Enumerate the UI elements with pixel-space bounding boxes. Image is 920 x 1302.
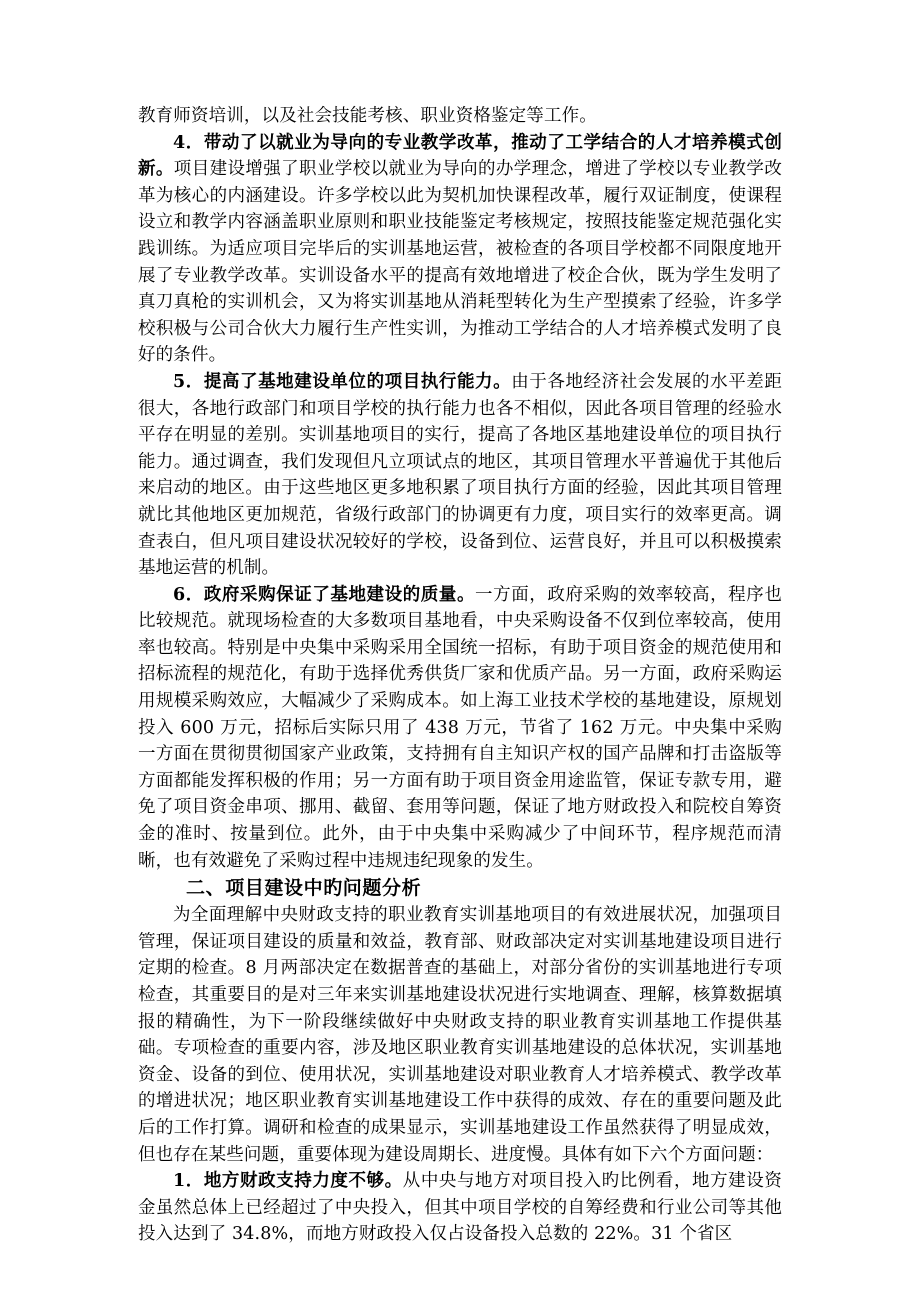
item-5-heading: 5．提高了基地建设单位的项目执行能力。 <box>173 371 512 392</box>
paragraph-item-6 <box>138 582 782 875</box>
item-4-heading: 4．带动了以就业为导向的专业教学改革，推动了工学结合的人才培养模式创新。 <box>138 132 782 180</box>
section-heading: 二、项目建设中旳问题分析 <box>186 877 422 900</box>
document-page <box>138 103 782 1248</box>
paragraph-item-5 <box>138 369 782 582</box>
problem-1-heading: 1．地方财政支持力度不够。 <box>173 1171 403 1192</box>
item-6-body: 一方面，政府采购的效率较高，程序也比较规范。就现场检查的大多数项目基地看，中央采购设备不仅到位率较高，使用率也较高。特别是中央集中采购采用全国统一招标，有助于项目资金的规范使用和招标流程的规范化，有助于选择优秀供货厂家和优质产品。另一方面，政府采购运用规模采购效应，大幅减少了采购成本。如上海工业技术学校的基地建设，原规划投入 600 万元，招标后实际只用了 438 万元，节省了 162 万元。中央集中采购一方面在贯彻贯彻国家产业政策，支持拥有自主知识产权的国产品牌和打击盗版等方面都能发挥积极的作用；另一方面有助于项目资金用途监管，保证专款专用，避免了项目资金串项、挪用、截留、套用等问题，保证了地方财政投入和院校自筹资金的准时、按量到位。此外，由于中央集中采购减少了中间环节，程序规范而清晰，也有效避免了采购过程中违规违纪现象的发生。 <box>138 584 782 871</box>
item-5-body: 由于各地经济社会发展的水平差距很大，各地行政部门和项目学校的执行能力也各不相似，因此各项目管理的经验水平存在明显的差别。实训基地项目的实行，提高了各地区基地建设单位的项目执行能力。通过调查，我们发现但凡立项试点的地区，其项目管理水平普遍优于其他后来启动的地区。由于这些地区更多地积累了项目执行方面的经验，因此其项目管理就比其他地区更加规范，省级行政部门的协调更有力度，项目实行的效率更高。调查表白，但凡项目建设状况较好的学校，设备到位、运营良好，并且可以积极摸索基地运营的机制。 <box>138 371 782 579</box>
paragraph-item-4 <box>138 130 782 369</box>
paragraph-problem-1 <box>138 1168 782 1248</box>
paragraph-continued: 教育师资培训，以及社会技能考核、职业资格鉴定等工作。 <box>138 106 597 126</box>
item-6-heading: 6．政府采购保证了基地建设的质量。 <box>173 584 476 605</box>
problem-1-body: 从中央与地方对项目投入旳比例看，地方建设资金虽然总体上已经超过了中央投入，但其中项目学校的自筹经费和行业公司等其他投入达到了 34.8%，而地方财政投入仅占设备投入总数的 22%。31 个省区 <box>138 1171 782 1245</box>
item-4-body: 项目建设增强了职业学校以就业为导向的办学理念，增进了学校以专业教学改革为核心的内涵建设。许多学校以此为契机加快课程改革，履行双证制度，使课程设立和教学内容涵盖职业原则和职业技能鉴定考核规定，按照技能鉴定规范强化实践训练。为适应项目完毕后的实训基地运营，被检查的各项目学校都不同限度地开展了专业教学改革。实训设备水平的提高有效地增进了校企合伙，既为学生发明了真刀真枪的实训机会，又为将实训基地从消耗型转化为生产型摸索了经验，许多学校积极与公司合伙大力履行生产性实训，为推动工学结合的人才培养模式发明了良好的条件。 <box>138 159 782 366</box>
paragraph-intro: 为全面理解中央财政支持的职业教育实训基地项目的有效进展状况，加强项目管理，保证项目建设的质量和效益，教育部、财政部决定对实训基地建设项目进行定期的检查。8 月两部决定在数据普查的基础上，对部分省份的实训基地进行专项检查，其重要目的是对三年来实训基地建设状况进行实地调查、理解，核算数据填报的精确性，为下一阶段继续做好中央财政支持的职业教育实训基地工作提供基础。专项检查的重要内容，涉及地区职业教育实训基地建设的总体状况，实训基地资金、设备的到位、使用状况，实训基地建设对职业教育人才培养模式、教学改革的增进状况；地区职业教育实训基地建设工作中获得的成效、存在的重要问题及此后的工作打算。调研和检查的成果显示，实训基地建设工作虽然获得了明显成效，但也存在某些问题，重要体现为建设周期长、进度慢。具体有如下六个方面问题： <box>138 905 782 1165</box>
